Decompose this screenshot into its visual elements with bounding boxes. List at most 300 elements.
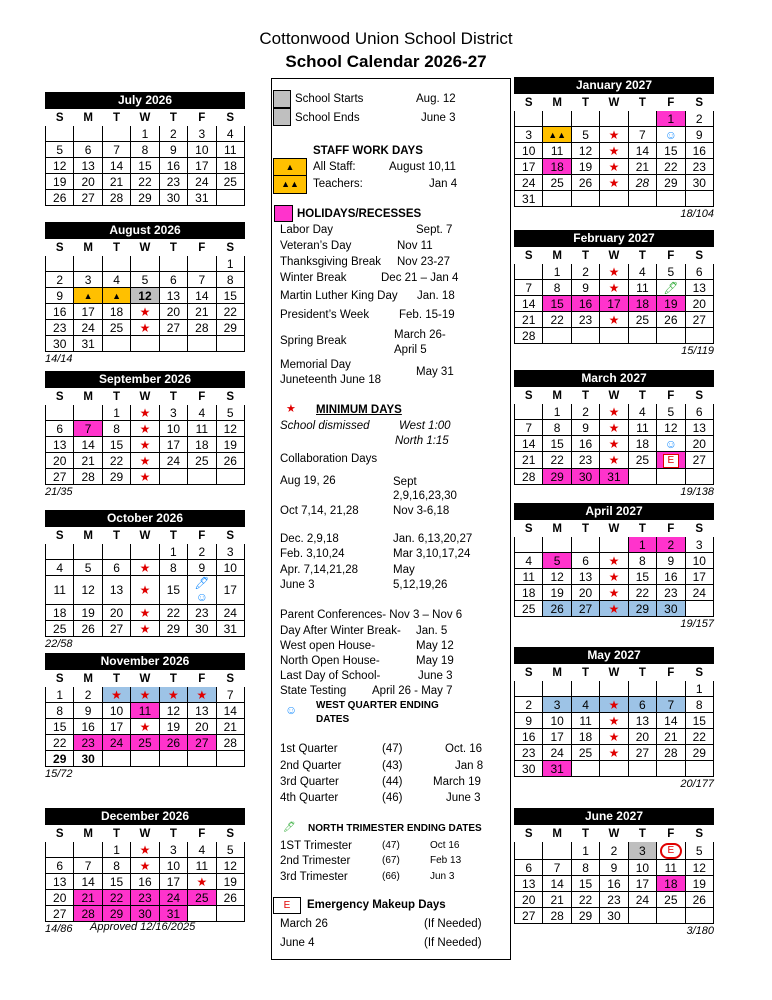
weekday-header: T [638, 666, 646, 679]
day-cell [571, 296, 599, 312]
day-cell [571, 143, 599, 159]
week-row [515, 159, 714, 175]
holiday-date: Nov 23-27 [397, 256, 451, 268]
day-number: 8 [226, 272, 234, 287]
weekday-header: T [582, 249, 590, 262]
day-number: 31 [522, 191, 536, 206]
day-number: 10 [195, 142, 209, 157]
weekday-header: W [139, 827, 151, 840]
weekday-header: M [552, 389, 562, 402]
weekday-header: S [55, 827, 64, 840]
star-icon: ★ [608, 713, 620, 728]
week-row [515, 729, 714, 745]
day-number: 12 [578, 143, 593, 158]
empty-day-cell [188, 751, 216, 767]
day-cell [543, 553, 571, 569]
day-cell [102, 320, 130, 336]
day-number: 11 [664, 860, 678, 875]
week-row [515, 860, 714, 876]
day-number: 15 [550, 296, 564, 311]
month-grid [514, 94, 714, 207]
empty-day-cell [159, 469, 187, 485]
day-cell [628, 569, 656, 585]
day-number: 17 [166, 874, 181, 889]
day-cell [188, 437, 216, 453]
holiday-date: Sept. 7 [416, 224, 453, 236]
day-cell [131, 126, 159, 142]
day-number: 26 [223, 453, 237, 468]
empty-day-cell [102, 336, 130, 352]
trimester-days: (67) [382, 855, 400, 866]
day-cell [600, 697, 628, 713]
week-row [515, 436, 714, 452]
day-number: 8 [553, 420, 561, 435]
emergency-mark: E [660, 843, 682, 859]
day-number: 11 [579, 713, 592, 728]
day-cell [571, 264, 599, 280]
month-mar [514, 370, 714, 499]
week-row [515, 280, 714, 296]
day-cell [74, 469, 102, 485]
day-number: 1 [170, 544, 177, 559]
day-cell [159, 703, 187, 719]
day-cell [515, 713, 543, 729]
day-cell [600, 404, 628, 420]
day-cell [216, 735, 244, 751]
day-cell [46, 703, 74, 719]
week-row [46, 453, 245, 469]
day-cell [571, 876, 599, 892]
weekday-header: F [667, 522, 675, 535]
week-row [515, 892, 714, 908]
day-cell [685, 452, 713, 469]
day-number: 16 [522, 729, 536, 744]
day-cell [600, 159, 628, 175]
day-number: 17 [607, 296, 621, 311]
day-number: 1 [639, 537, 646, 552]
month-title: November 2026 [45, 653, 245, 670]
week-row [515, 328, 714, 344]
day-cell [571, 697, 599, 713]
week-row [515, 420, 714, 436]
day-cell [515, 569, 543, 585]
day-number: 22 [223, 304, 237, 319]
day-number: 16 [578, 436, 593, 451]
day-number: 4 [198, 842, 206, 857]
empty-day-cell [515, 264, 543, 280]
day-cell [102, 687, 130, 703]
month-jun [514, 808, 714, 938]
day-number: 4 [113, 272, 120, 287]
star-icon: ★ [139, 719, 151, 734]
day-cell [543, 452, 571, 469]
holiday-label: Winter Break [280, 272, 347, 284]
month-grid [514, 520, 714, 617]
day-number: 16 [138, 874, 152, 889]
day-number: 14 [223, 703, 237, 718]
day-number: 28 [635, 175, 650, 190]
day-cell [685, 697, 713, 713]
day-number: 9 [198, 560, 206, 575]
day-cell [74, 735, 102, 751]
day-cell [74, 751, 102, 767]
day-cell [102, 560, 130, 576]
week-row [515, 553, 714, 569]
empty-day-cell [600, 328, 628, 344]
day-number: 25 [635, 312, 650, 327]
day-cell [600, 452, 628, 469]
day-number: 21 [109, 174, 124, 189]
empty-day-cell [657, 761, 685, 777]
empty-day-cell [543, 842, 571, 860]
day-cell [102, 437, 130, 453]
day-number: 15 [664, 143, 678, 158]
school-day-count: 15/72 [45, 768, 73, 780]
week-row [46, 288, 245, 304]
day-number: 12 [223, 421, 237, 436]
star-icon: ★ [139, 437, 151, 452]
weekday-header: M [552, 827, 562, 840]
day-cell [216, 421, 244, 437]
day-cell [600, 601, 628, 617]
day-cell [543, 761, 571, 777]
day-number: 6 [695, 404, 703, 419]
day-cell [628, 553, 656, 569]
empty-day-cell [657, 328, 685, 344]
day-cell [159, 453, 187, 469]
day-number: 3 [198, 126, 206, 141]
day-number: 22 [109, 453, 124, 468]
day-cell [131, 158, 159, 174]
star-icon: ★ [139, 469, 151, 484]
day-number: 15 [635, 569, 650, 584]
day-number: 5 [667, 264, 675, 279]
day-cell [188, 304, 216, 320]
day-number: 11 [138, 703, 152, 718]
teachers-date: Jan 4 [429, 178, 458, 190]
week-row [46, 256, 245, 272]
quarter-date: June 3 [446, 792, 481, 804]
day-number: 18 [109, 304, 124, 319]
day-number: 31 [81, 336, 95, 351]
event-label: Day After Winter Break- [280, 625, 401, 637]
day-number: 5 [582, 127, 589, 142]
emergency-note: (If Needed) [424, 937, 482, 949]
star-icon: ★ [608, 127, 620, 142]
empty-day-cell [543, 328, 571, 344]
day-number: 13 [109, 583, 124, 597]
day-number: 6 [170, 272, 177, 287]
day-number: 10 [109, 703, 124, 718]
month-grid [514, 247, 714, 344]
e-mark: E [283, 900, 291, 911]
day-cell [188, 719, 216, 735]
star-icon: ★ [608, 159, 620, 174]
month-grid [514, 387, 714, 485]
day-number: 29 [138, 190, 152, 205]
day-cell [515, 908, 543, 924]
weekday-header: F [667, 249, 675, 262]
day-cell [571, 452, 599, 469]
day-number: 9 [582, 280, 589, 295]
empty-day-cell [685, 761, 713, 777]
day-cell [74, 453, 102, 469]
day-number: 6 [639, 697, 646, 712]
day-number: 26 [550, 601, 564, 616]
day-cell [515, 159, 543, 175]
weekday-header: W [608, 827, 620, 840]
weekday-header: T [113, 827, 121, 840]
day-number: 27 [692, 312, 706, 327]
day-cell [685, 175, 713, 191]
day-cell [515, 127, 543, 143]
day-number: 9 [667, 553, 675, 568]
day-cell [685, 585, 713, 601]
week-row [515, 175, 714, 191]
day-number: 12 [664, 420, 678, 435]
day-cell [102, 142, 130, 158]
day-cell [46, 576, 74, 605]
school-day-count: 18/104 [680, 208, 714, 220]
day-number: 19 [223, 437, 237, 452]
empty-day-cell [600, 191, 628, 207]
day-cell [188, 687, 216, 703]
day-cell [600, 842, 628, 860]
day-cell [159, 288, 187, 304]
day-cell [46, 621, 74, 637]
day-number: 28 [109, 190, 124, 205]
day-number: 9 [610, 860, 618, 875]
day-number: 23 [53, 320, 67, 335]
day-number: 14 [81, 437, 95, 452]
empty-day-cell [571, 191, 599, 207]
weekday-header: M [83, 111, 93, 124]
quarter-days: (46) [382, 792, 403, 804]
day-cell [46, 272, 74, 288]
day-number: 6 [84, 142, 92, 157]
week-row [46, 703, 245, 719]
day-number: 6 [56, 858, 64, 873]
day-cell [131, 288, 159, 304]
collab-left: Oct 7,14, 21,28 [280, 505, 359, 517]
day-number: 24 [166, 890, 181, 905]
day-number: 31 [550, 761, 564, 776]
day-cell [657, 585, 685, 601]
day-cell [543, 296, 571, 312]
double-triangle-icon: ▲▲ [281, 179, 299, 189]
weekday-header: T [169, 672, 177, 685]
weekday-header: S [226, 111, 235, 124]
day-number: 19 [664, 296, 678, 311]
empty-day-cell [543, 537, 571, 553]
day-cell [657, 729, 685, 745]
empty-day-cell [571, 111, 599, 127]
all-staff-label: All Staff: [313, 161, 356, 173]
empty-day-cell [46, 544, 74, 560]
day-cell [600, 280, 628, 296]
day-cell [216, 453, 244, 469]
day-cell [102, 453, 130, 469]
week-row [46, 304, 245, 320]
day-cell [159, 874, 187, 890]
day-number: 29 [109, 906, 124, 921]
day-number: 13 [81, 158, 95, 173]
empty-day-cell [515, 537, 543, 553]
collab-left: Apr. 7,14,21,28 [280, 564, 359, 576]
day-cell [131, 906, 159, 922]
star-icon: ★ [608, 280, 620, 295]
day-number: 24 [195, 174, 209, 189]
day-cell [74, 437, 102, 453]
day-cell [159, 304, 187, 320]
west-dismiss-time: West 1:00 [399, 420, 451, 432]
day-cell [188, 858, 216, 874]
day-number: 5 [695, 843, 703, 858]
day-number: 3 [226, 544, 234, 559]
month-grid [45, 527, 245, 637]
day-number: 28 [522, 328, 536, 343]
day-cell [159, 405, 187, 421]
day-cell [600, 745, 628, 761]
day-number: 1 [113, 842, 120, 857]
day-cell [685, 553, 713, 569]
day-cell [216, 158, 244, 174]
week-row [46, 544, 245, 560]
day-cell [515, 601, 543, 617]
star-icon: ★ [286, 403, 296, 415]
empty-day-cell [628, 111, 656, 127]
day-cell [657, 127, 685, 143]
day-number: 20 [692, 436, 706, 451]
day-number: 11 [636, 420, 649, 435]
day-number: 15 [109, 437, 124, 452]
holiday-label: Labor Day [280, 224, 334, 236]
quarter-label: 1st Quarter [280, 743, 338, 755]
week-row [515, 569, 714, 585]
day-cell [216, 621, 244, 637]
day-cell [600, 175, 628, 191]
day-cell [102, 158, 130, 174]
month-title: February 2027 [514, 230, 714, 247]
collaboration-days-title: Collaboration Days [280, 453, 378, 465]
month-title: March 2027 [514, 370, 714, 387]
day-number: 3 [553, 697, 561, 712]
day-cell [515, 860, 543, 876]
week-row [46, 858, 245, 874]
day-cell [74, 890, 102, 906]
day-cell [628, 585, 656, 601]
empty-day-cell [628, 681, 656, 697]
day-number: 10 [223, 560, 237, 575]
star-icon: ★ [196, 687, 208, 702]
day-number: 25 [195, 453, 209, 468]
day-cell [571, 601, 599, 617]
day-cell [685, 745, 713, 761]
weekday-header: M [552, 522, 562, 535]
day-cell [131, 190, 159, 206]
day-cell [131, 421, 159, 437]
day-number: 25 [53, 621, 67, 636]
day-number: 25 [578, 745, 593, 760]
empty-day-cell [159, 751, 187, 767]
day-cell [131, 874, 159, 890]
day-cell [46, 304, 74, 320]
empty-day-cell [685, 191, 713, 207]
event-date: May 19 [416, 655, 454, 667]
day-cell [571, 729, 599, 745]
month-jul [45, 92, 245, 206]
day-cell [600, 860, 628, 876]
day-cell [515, 452, 543, 469]
empty-day-cell [515, 681, 543, 697]
day-number: 2 [525, 697, 533, 712]
day-number: 4 [525, 553, 533, 568]
weekday-header: F [198, 827, 206, 840]
day-number: 11 [195, 858, 209, 873]
day-cell [46, 874, 74, 890]
day-number: 13 [692, 420, 706, 435]
day-cell [543, 908, 571, 924]
day-cell [46, 142, 74, 158]
day-number: 24 [522, 175, 536, 190]
day-number: 18 [522, 585, 536, 600]
day-cell [685, 159, 713, 175]
day-number: 13 [166, 288, 181, 303]
day-number: 23 [578, 312, 593, 327]
day-number: 13 [195, 703, 209, 718]
day-cell [628, 127, 656, 143]
month-title: January 2027 [514, 77, 714, 94]
week-row [46, 605, 245, 621]
month-grid [45, 670, 245, 767]
day-cell [657, 420, 685, 436]
day-cell [188, 842, 216, 858]
day-cell [543, 569, 571, 585]
empty-day-cell [600, 111, 628, 127]
day-cell [543, 127, 571, 143]
day-cell [46, 751, 74, 767]
day-cell [74, 288, 102, 304]
star-icon: ★ [168, 687, 179, 702]
day-cell [628, 280, 656, 296]
day-cell [600, 312, 628, 328]
day-cell [685, 892, 713, 908]
day-number: 10 [635, 860, 650, 875]
day-number: 8 [170, 560, 177, 575]
day-cell [571, 860, 599, 876]
day-cell [216, 842, 244, 858]
spring-break-dates: March 26- April 5 [394, 329, 446, 356]
day-cell [571, 420, 599, 436]
day-number: 2 [170, 126, 177, 141]
school-starts-label: School Starts [295, 93, 364, 105]
day-number: 16 [664, 569, 678, 584]
day-cell [657, 745, 685, 761]
day-cell [685, 280, 713, 296]
day-cell [188, 272, 216, 288]
day-number: 23 [664, 585, 678, 600]
day-number: 10 [166, 858, 181, 873]
day-cell [216, 405, 244, 421]
quarter-date: Oct. 16 [445, 743, 483, 755]
day-cell [102, 272, 130, 288]
day-number: 19 [53, 174, 67, 189]
week-row [46, 687, 245, 703]
month-title: April 2027 [514, 503, 714, 520]
day-number: 25 [109, 320, 124, 335]
day-number: 28 [223, 735, 237, 750]
day-cell [102, 174, 130, 190]
